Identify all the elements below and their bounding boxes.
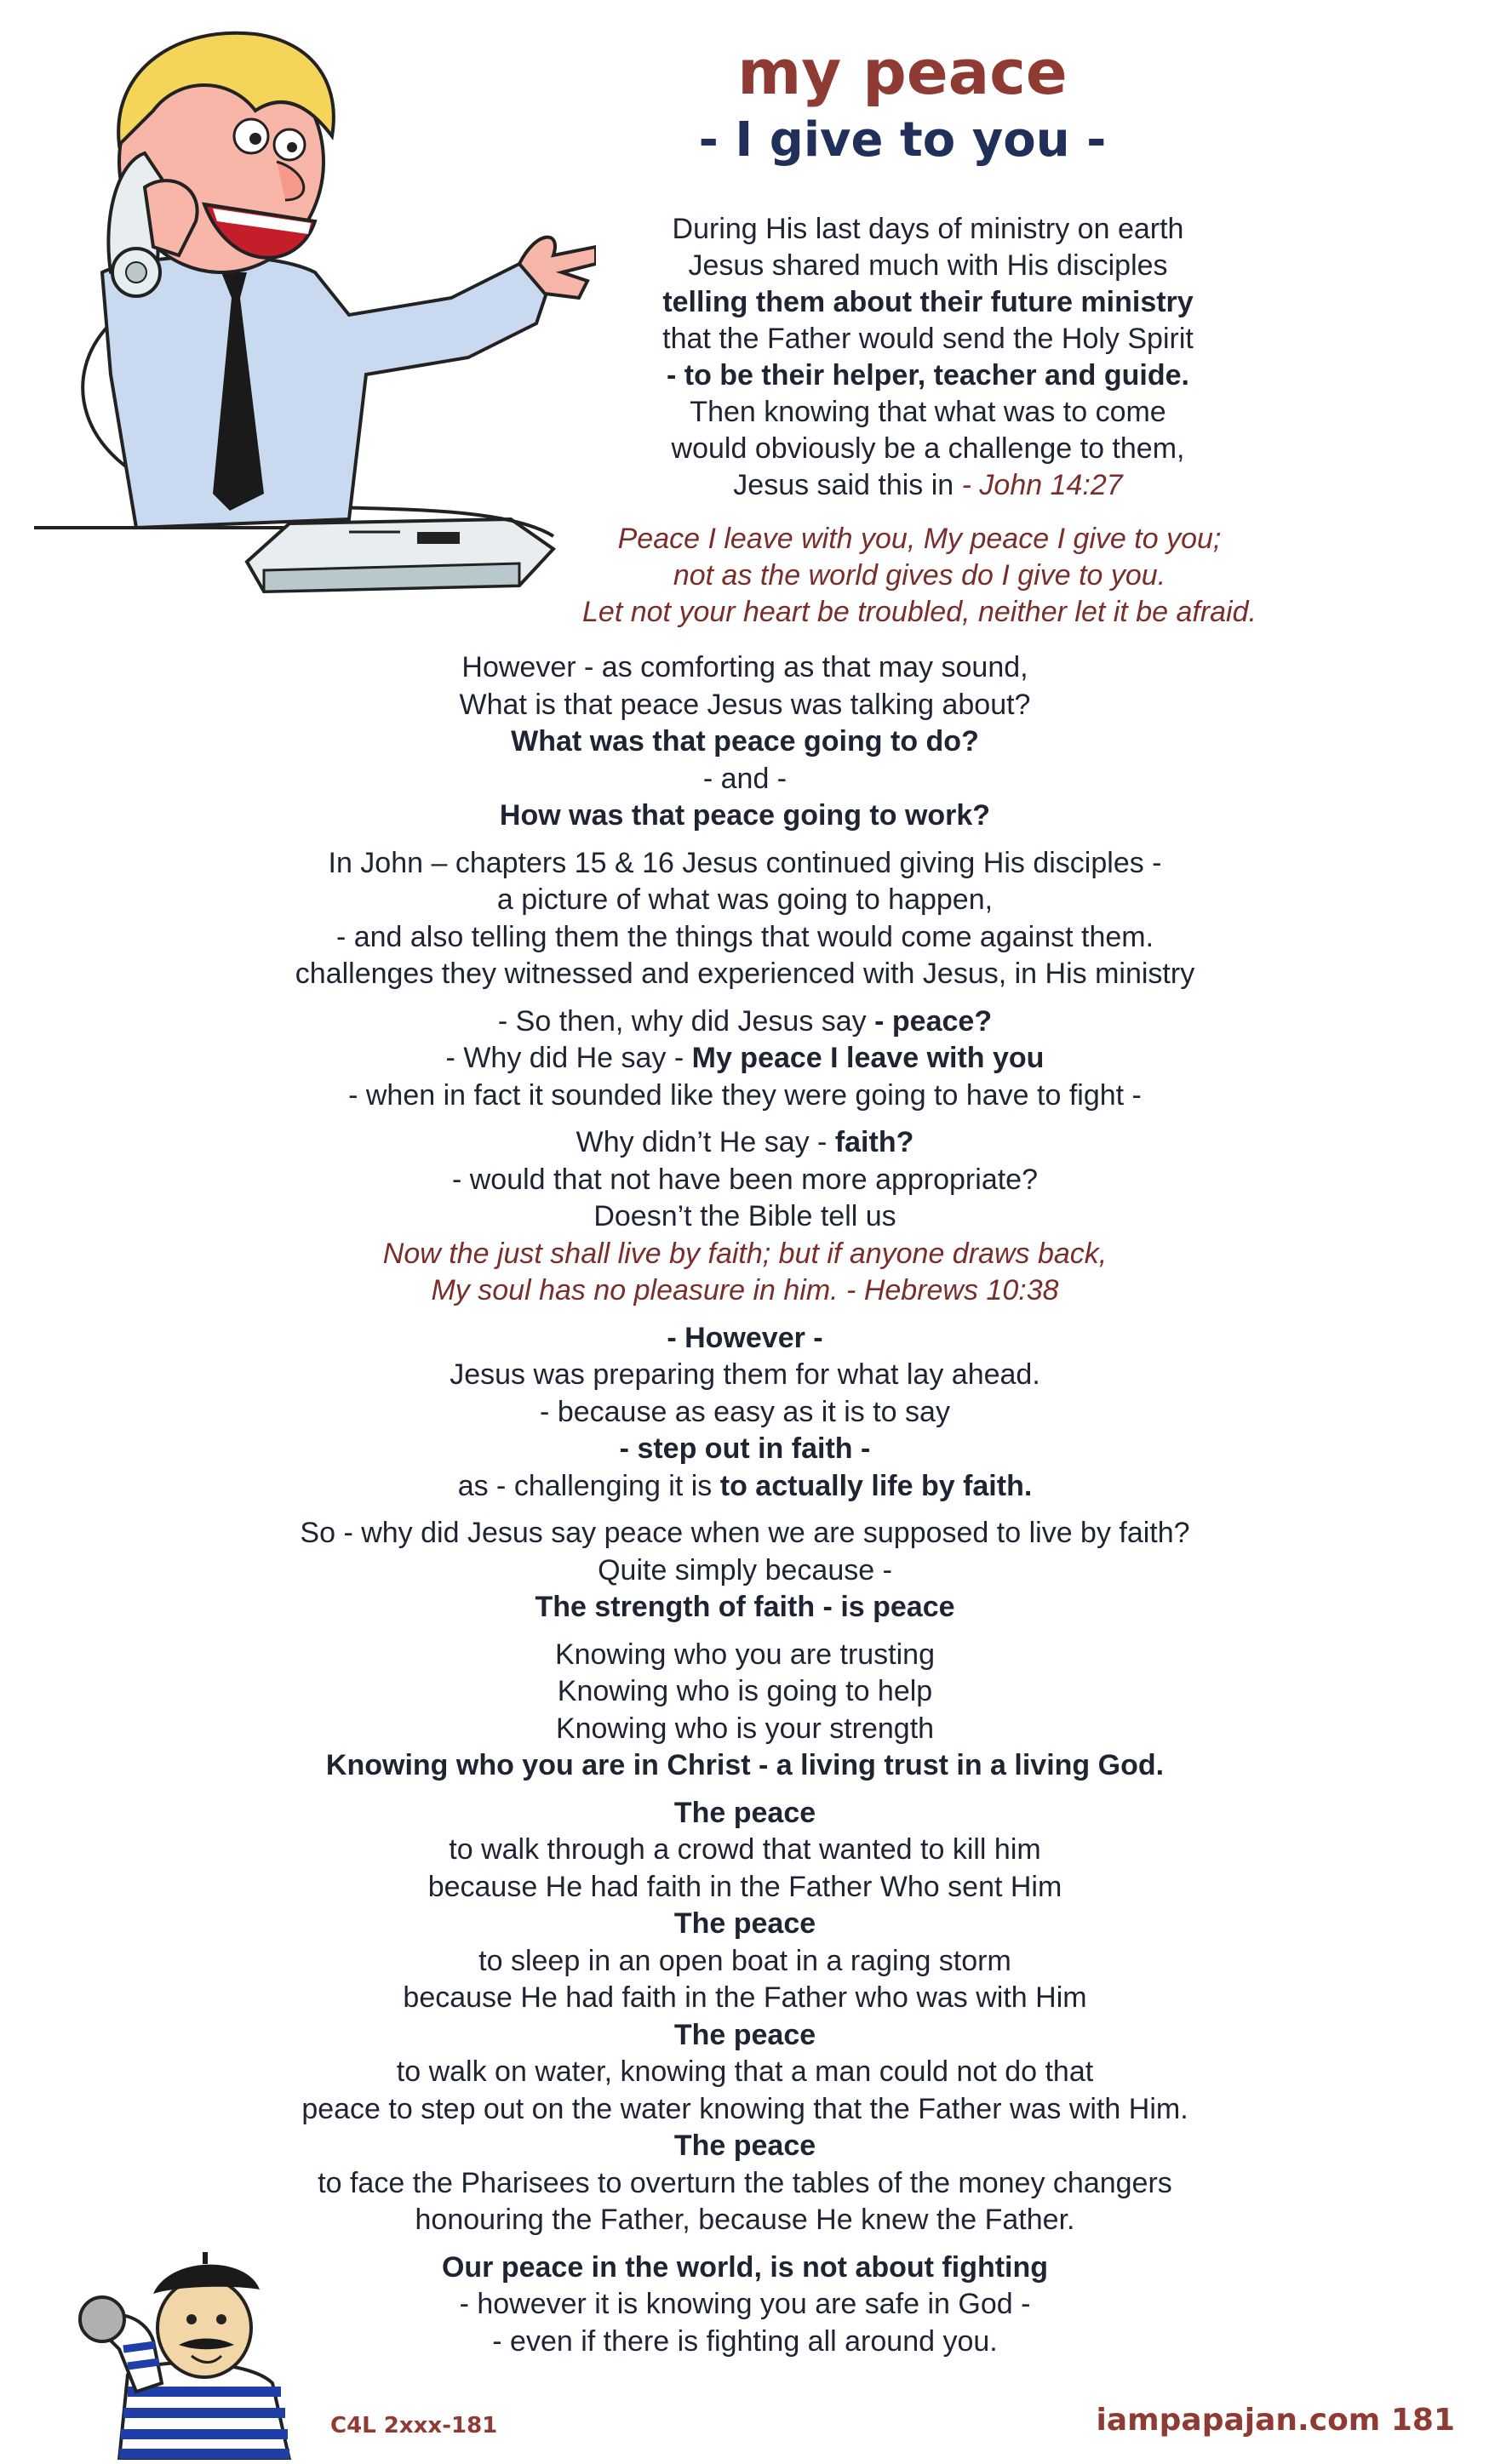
scripture-reference: - John 14:27 [961, 469, 1123, 501]
body-line: However - as comforting as that may sound, [461, 651, 1028, 683]
text-segment-bold: - peace? [874, 1004, 993, 1038]
text-segment-bold: My peace I leave with you [691, 1042, 1045, 1074]
body-line-bold: How was that peace going to work? [499, 799, 991, 832]
body-line: because He had faith in the Father who was with Him [403, 1981, 1087, 2014]
body-line: to face the Pharisees to overturn the tables of the money changers [318, 2166, 1172, 2199]
body-line-bold: Our peace in the world, is not about fighting [441, 2250, 1049, 2284]
body-line: to walk on water, knowing that a man could not do that [396, 2055, 1094, 2088]
body-line: Knowing who is going to help [557, 1675, 933, 1707]
scripture-quote-line: Now the just shall live by faith; but if anyone draws back, [382, 1237, 1108, 1270]
text-segment: - So then, why did Jesus say [497, 1004, 867, 1038]
main-body [170, 649, 1320, 2360]
body-line [170, 1003, 1320, 1041]
body-line: Jesus was preparing them for what lay ahead. [450, 1358, 1040, 1391]
quote-line: Let not your heart be troubled, neither let it be afraid. [582, 596, 1257, 628]
body-line: to sleep in an open boat in a raging storm [478, 1944, 1011, 1977]
body-line: to walk through a crowd that wanted to kill him [449, 1833, 1041, 1866]
body-line-bold: - However - [667, 1321, 823, 1354]
body-line: - would that not have been more appropriate? [451, 1163, 1038, 1196]
peace-heading: The peace [673, 2018, 816, 2051]
body-line: peace to step out on the water knowing that the Father was with Him. [301, 2092, 1188, 2125]
man-on-phone-illustration [9, 17, 596, 596]
body-line: challenges they witnessed and experienced with Jesus, in His ministry [295, 958, 1195, 990]
body-line: Knowing who you are trusting [554, 1638, 936, 1671]
body-line: Doesn’t the Bible tell us [593, 1200, 896, 1232]
intro-line-with-ref [562, 467, 1294, 504]
body-line-bold: Knowing who you are in Christ - a living trust in a living God. [325, 1749, 1165, 1781]
text-segment: Why didn’t He say - [576, 1126, 828, 1158]
body-line: honouring the Father, because He knew the Father. [415, 2204, 1075, 2236]
site-and-page-number: iampapajan.com 181 [1096, 2403, 1455, 2438]
body-line: - and also telling them the things that would come against them. [335, 920, 1154, 953]
scripture-quote-line: My soul has no pleasure in him. - Hebrews 10:38 [431, 1274, 1059, 1306]
text-segment: - Why did He say - [445, 1042, 684, 1074]
intro-line: Jesus shared much with His disciples [688, 249, 1168, 282]
text-segment-bold: faith? [834, 1126, 914, 1158]
peace-heading: The peace [673, 1796, 816, 1829]
peace-heading: The peace [673, 1907, 816, 1940]
body-line: Quite simply because - [598, 1553, 892, 1586]
intro-line: Jesus said this in [733, 469, 954, 501]
peace-heading: The peace [673, 2130, 816, 2162]
intro-line: telling them about their future ministry [662, 286, 1194, 318]
body-line: Knowing who is your strength [555, 1712, 935, 1745]
intro-line: Then knowing that what was to come [690, 396, 1166, 428]
body-line [170, 1468, 1320, 1506]
body-line: - even if there is fighting all around you. [492, 2324, 998, 2358]
text-segment-bold: to actually life by faith. [719, 1469, 1033, 1502]
text-segment: as - challenging it is [457, 1469, 713, 1502]
quote-line: not as the world gives do I give to you. [673, 559, 1166, 592]
body-line: - when in fact it sounded like they were going to have to fight - [348, 1078, 1142, 1112]
striped-man-illustration [77, 2247, 315, 2460]
body-line: because He had faith in the Father Who sent Him [427, 1870, 1062, 1903]
intro-line: that the Father would send the Holy Spirit [662, 323, 1194, 355]
page-title: my peace [737, 37, 1068, 108]
body-line-bold: - step out in faith - [619, 1432, 871, 1465]
document-code: C4L 2xxx-181 [330, 2413, 498, 2438]
intro-paragraph [562, 211, 1294, 504]
body-line: - however it is knowing you are safe in God - [459, 2288, 1031, 2320]
quote-line: Peace I leave with you, My peace I give to you; [617, 523, 1222, 555]
body-line: In John – chapters 15 & 16 Jesus continued giving His disciples - [328, 846, 1162, 879]
body-line: - because as easy as it is to say [540, 1395, 950, 1428]
body-line [170, 1040, 1320, 1078]
intro-line: - to be their helper, teacher and guide. [666, 359, 1189, 392]
body-line: - and - [702, 762, 787, 795]
intro-line: would obviously be a challenge to them, [671, 432, 1185, 465]
scripture-quote [494, 521, 1345, 631]
body-line [170, 1124, 1320, 1162]
body-line: So - why did Jesus say peace when we are supposed to live by faith? [300, 1517, 1190, 1549]
body-line-bold: The strength of faith - is peace [535, 1591, 955, 1623]
intro-line: During His last days of ministry on earth [672, 213, 1184, 245]
page-subtitle: - I give to you - [698, 112, 1107, 168]
body-line-bold: What was that peace going to do? [511, 725, 979, 757]
body-line: a picture of what was going to happen, [496, 883, 994, 916]
body-line: What is that peace Jesus was talking about? [459, 688, 1031, 721]
